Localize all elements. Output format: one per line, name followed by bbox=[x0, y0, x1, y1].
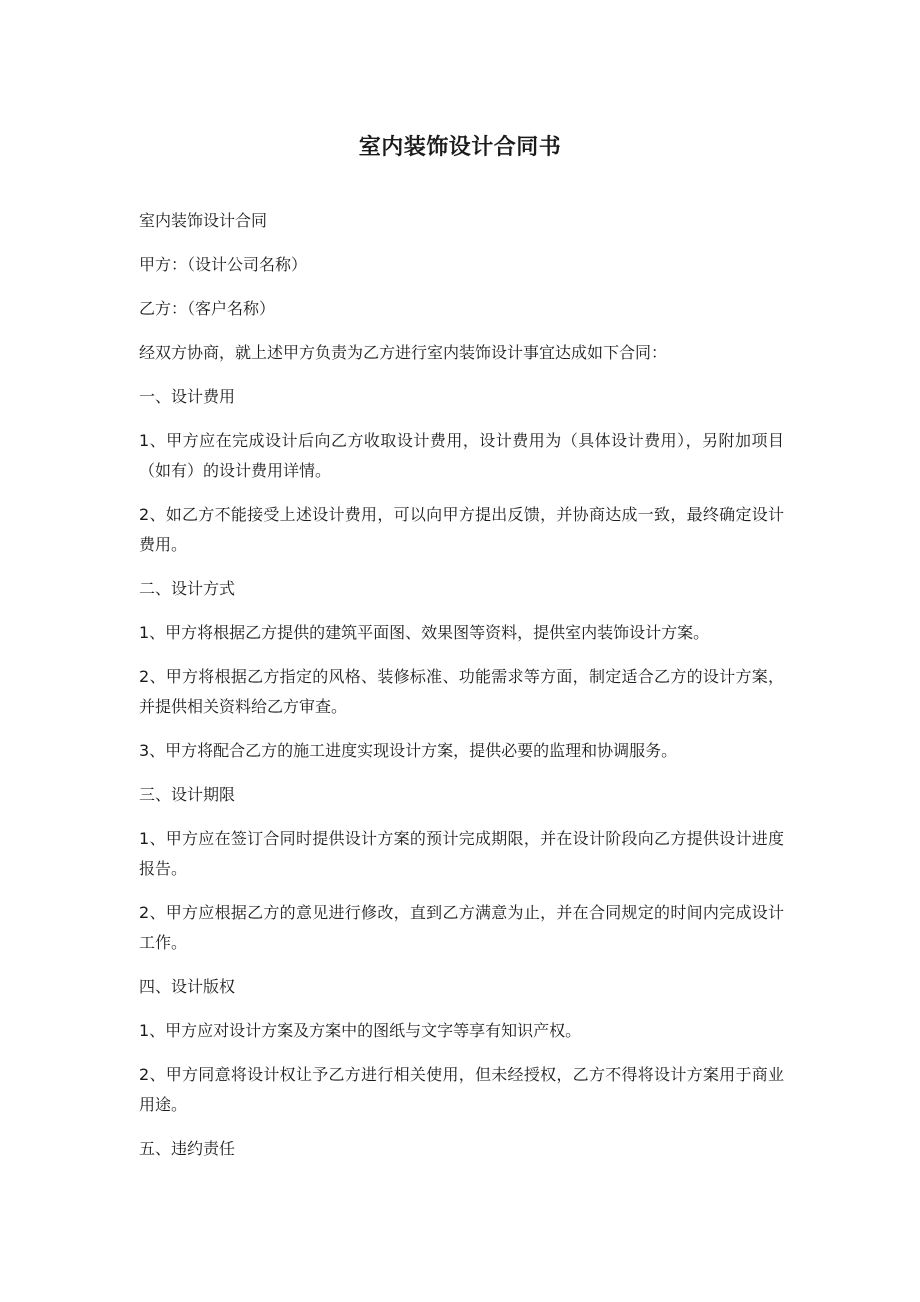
paragraph-clause: 2、如乙方不能接受上述设计费用，可以向甲方提出反馈，并协商达成一致，最终确定设计费用。 bbox=[139, 505, 784, 554]
paragraph-clause: 2、甲方将根据乙方指定的风格、装修标准、功能需求等方面，制定适合乙方的设计方案，并提供相关资料给乙方审查。 bbox=[139, 667, 784, 716]
document-body bbox=[139, 206, 784, 1178]
paragraph-clause: 1、甲方将根据乙方提供的建筑平面图、效果图等资料，提供室内装饰设计方案。 bbox=[139, 623, 710, 642]
paragraph-clause: 3、甲方将配合乙方的施工进度实现设计方案，提供必要的监理和协调服务。 bbox=[139, 741, 678, 760]
paragraph-contract-name: 室内装饰设计合同 bbox=[139, 211, 268, 230]
section-heading-period: 三、设计期限 bbox=[139, 785, 236, 804]
paragraph-preamble: 经双方协商，就上述甲方负责为乙方进行室内装饰设计事宜达成如下合同： bbox=[139, 343, 668, 362]
paragraph-clause: 1、甲方应对设计方案及方案中的图纸与文字等享有知识产权。 bbox=[139, 1021, 582, 1040]
section-heading-liability: 五、违约责任 bbox=[139, 1139, 236, 1158]
section-heading-copyright: 四、设计版权 bbox=[139, 977, 236, 996]
paragraph-clause: 2、甲方应根据乙方的意见进行修改，直到乙方满意为止，并在合同规定的时间内完成设计工作。 bbox=[139, 903, 784, 952]
paragraph-party-b: 乙方：（客户名称） bbox=[139, 299, 276, 318]
paragraph-clause: 1、甲方应在签订合同时提供设计方案的预计完成期限，并在设计阶段向乙方提供设计进度报告。 bbox=[139, 829, 784, 878]
document-title: 室内装饰设计合同书 bbox=[358, 135, 562, 160]
paragraph-clause: 2、甲方同意将设计权让予乙方进行相关使用，但未经授权，乙方不得将设计方案用于商业用途。 bbox=[139, 1065, 784, 1114]
paragraph-party-a: 甲方：（设计公司名称） bbox=[139, 255, 308, 274]
section-heading-fees: 一、设计费用 bbox=[139, 387, 236, 406]
section-heading-method: 二、设计方式 bbox=[139, 579, 236, 598]
paragraph-clause: 1、甲方应在完成设计后向乙方收取设计费用，设计费用为（具体设计费用），另附加项目（如有）的设计费用详情。 bbox=[139, 431, 784, 480]
